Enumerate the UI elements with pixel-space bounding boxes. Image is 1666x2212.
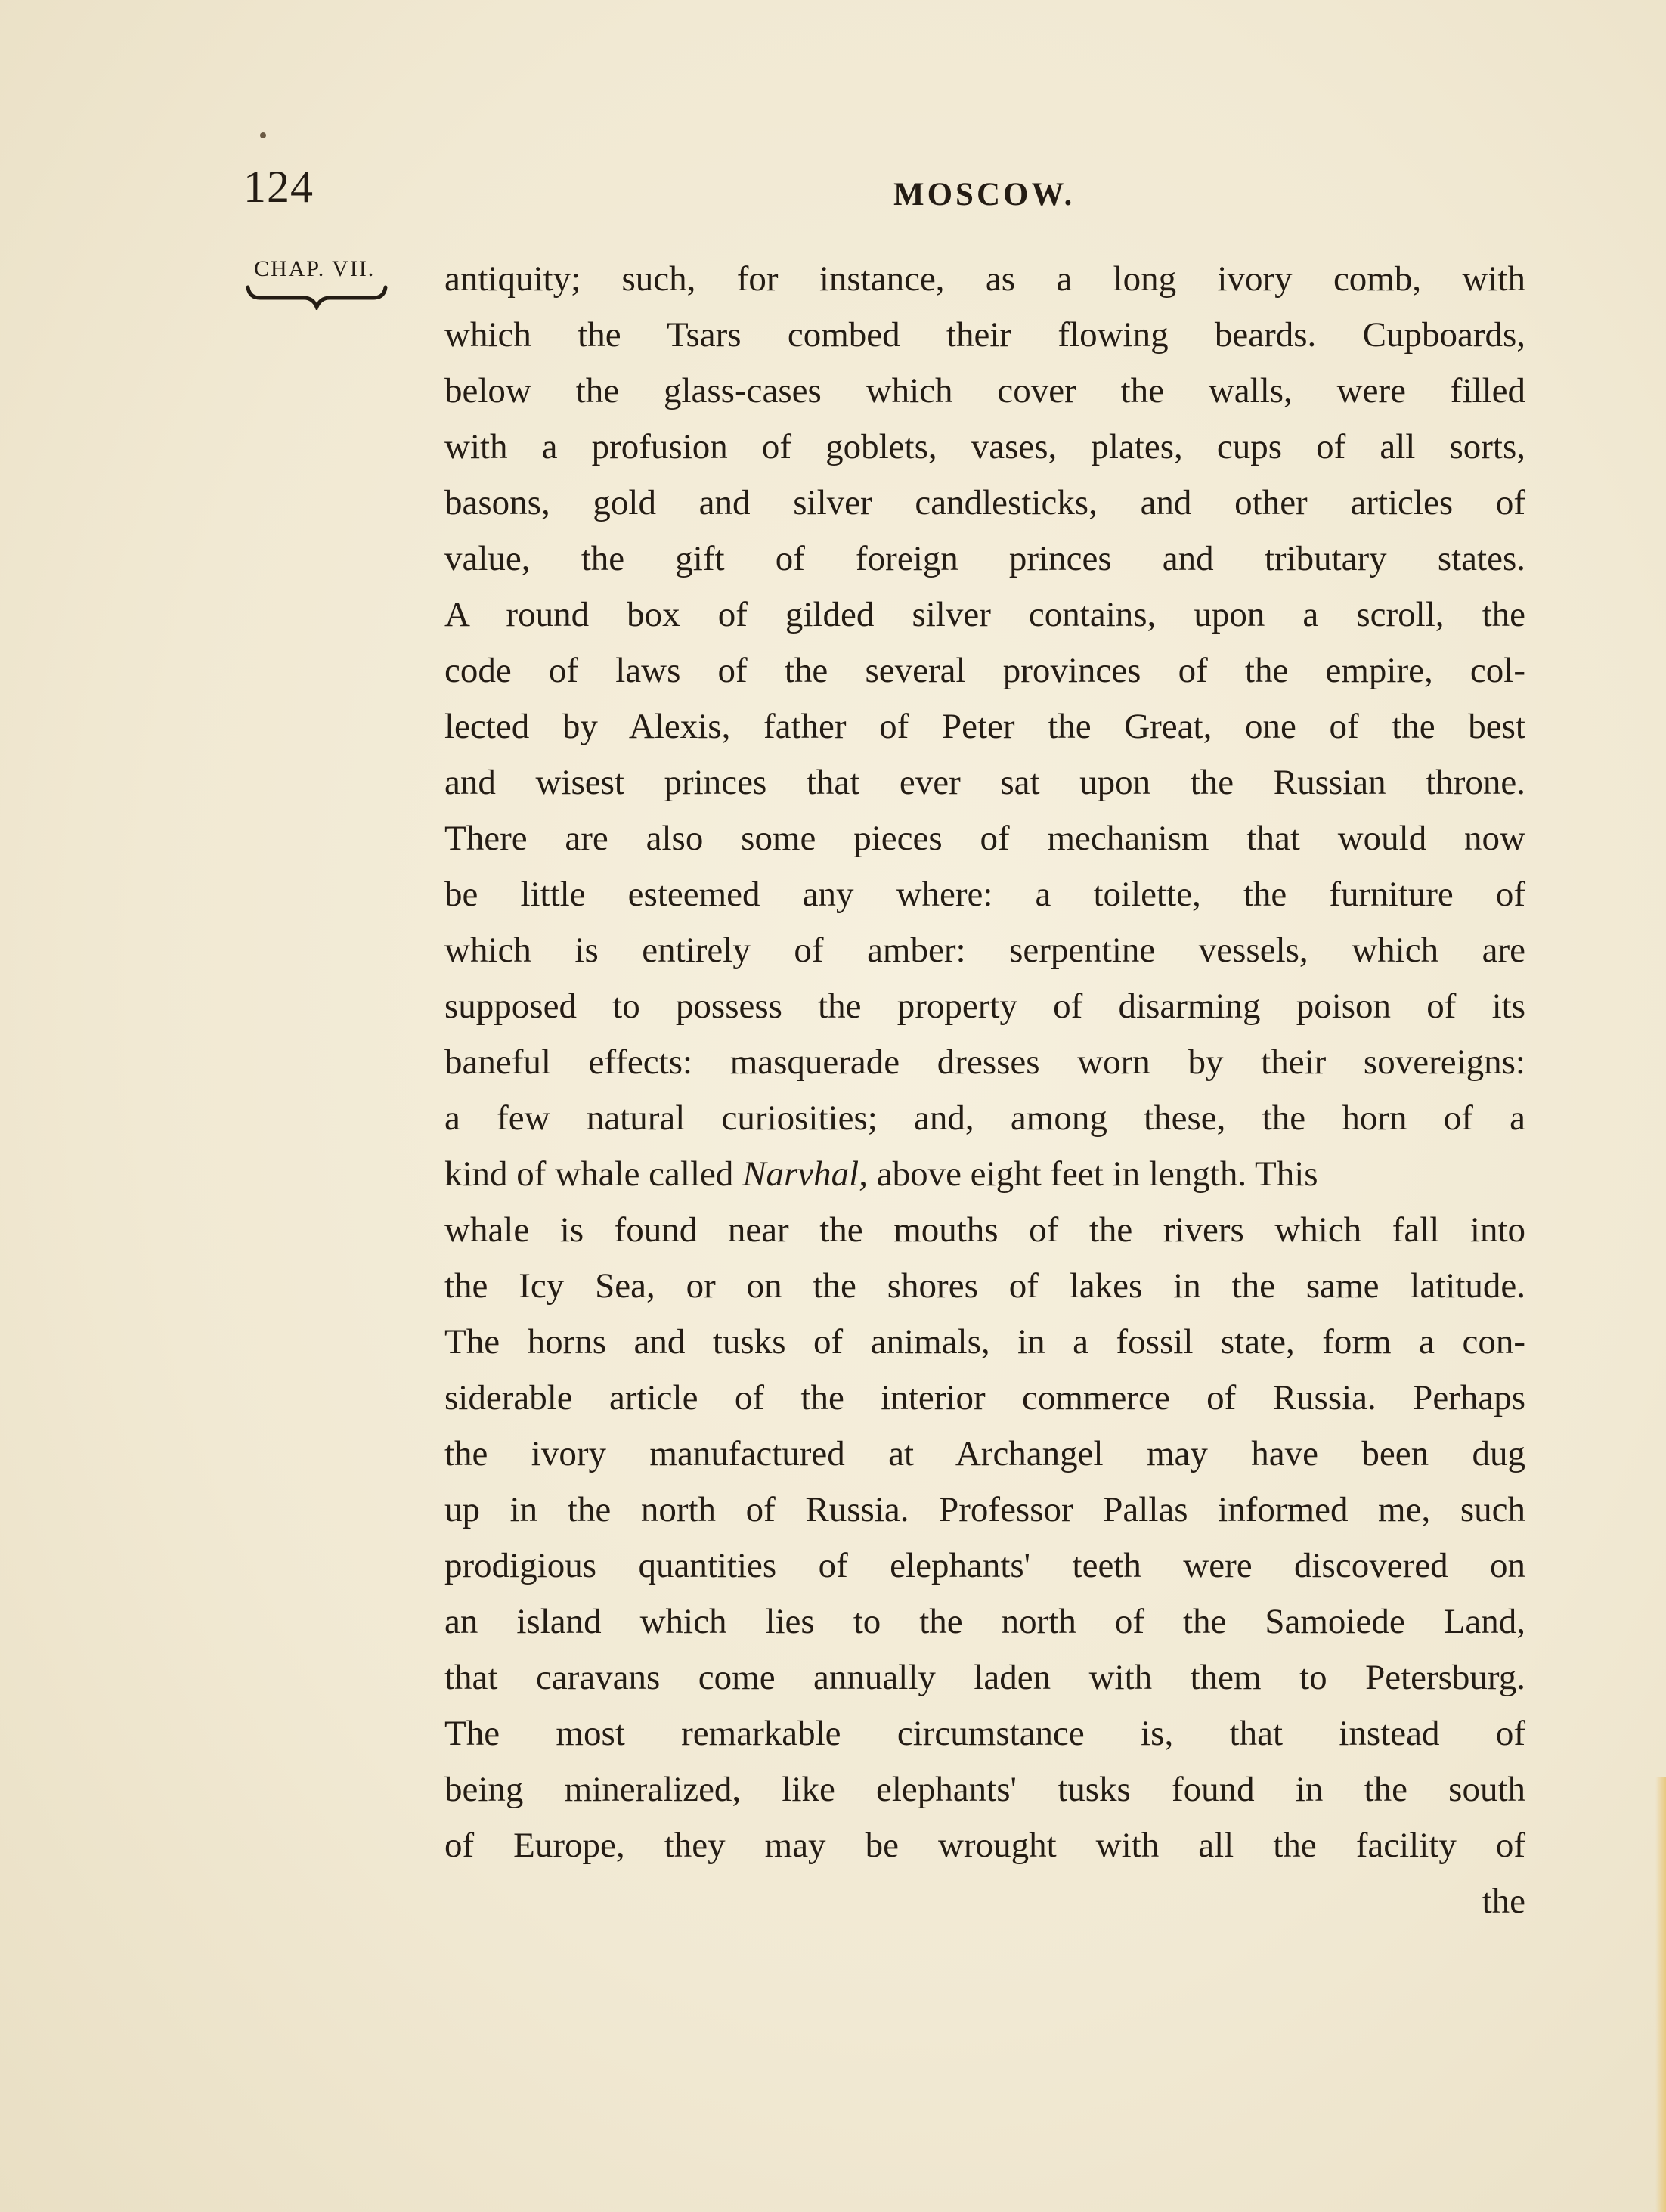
text-line: basons, gold and silver candlesticks, and other articles of [444,483,1525,522]
text-line: There are also some pieces of mechanism that would now [444,819,1525,858]
catchword: the [1482,1882,1525,1921]
text-line: a few natural curiosities; and, among these, the horn of a [444,1098,1525,1138]
text-line: siderable article of the interior commerce of Russia. Perhaps [444,1378,1525,1417]
page-number: 124 [243,162,314,212]
chapter-side-note [254,256,405,310]
page-edge [1655,1777,1666,2212]
text-line-narvhal [444,1146,1525,1202]
text-line: prodigious quantities of elephants' teeth were discovered on [444,1546,1525,1585]
text-line: whale is found near the mouths of the rivers which fall into [444,1210,1525,1250]
text-line: lected by Alexis, father of Peter the Great, one of the best [444,707,1525,746]
text-line: that caravans come annually laden with them to Petersburg. [444,1658,1525,1697]
text-line: with a profusion of goblets, vases, plates, cups of all sorts, [444,427,1525,466]
text-line: The most remarkable circumstance is, that instead of [444,1714,1525,1753]
text-line: value, the gift of foreign princes and tributary states. [444,539,1525,578]
text-line: be little esteemed any where: a toilette, the furniture of [444,875,1525,914]
text-line: and wisest princes that ever sat upon the Russian throne. [444,763,1525,802]
text-line: of Europe, they may be wrought with all the facility of [444,1826,1525,1865]
text-fragment: above eight feet in length. This [867,1154,1318,1194]
text-line: A round box of gilded silver contains, upon a scroll, the [444,595,1525,634]
text-line: which the Tsars combed their flowing beards. Cupboards, [444,315,1525,355]
chapter-label: CHAP. VII. [254,256,376,281]
running-head: MOSCOW. [893,177,1076,212]
text-line: being mineralized, like elephants' tusks found in the south [444,1770,1525,1809]
text-line: the Icy Sea, or on the shores of lakes in the same latitude. [444,1266,1525,1306]
italic-term: Narvhal, [742,1154,868,1194]
text-line: The horns and tusks of animals, in a fossil state, form a con- [444,1322,1525,1362]
text-line: antiquity; such, for instance, as a long ivory comb, with [444,259,1525,299]
text-line: which is entirely of amber: serpentine vessels, which are [444,931,1525,970]
text-line: supposed to possess the property of disarming poison of its [444,987,1525,1026]
brace-icon [245,283,389,310]
text-line: baneful effects: masquerade dresses worn by their sovereigns: [444,1042,1525,1082]
body-text [444,251,1525,1929]
text-fragment: kind of whale called [444,1154,743,1194]
text-line: up in the north of Russia. Professor Pallas informed me, such [444,1490,1525,1529]
text-line: below the glass-cases which cover the walls, were filled [444,371,1525,410]
text-line: an island which lies to the north of the Samoiede Land, [444,1602,1525,1641]
text-line: code of laws of the several provinces of the empire, col- [444,651,1525,690]
printer-mark [260,132,266,138]
text-line: the ivory manufactured at Archangel may have been dug [444,1434,1525,1473]
